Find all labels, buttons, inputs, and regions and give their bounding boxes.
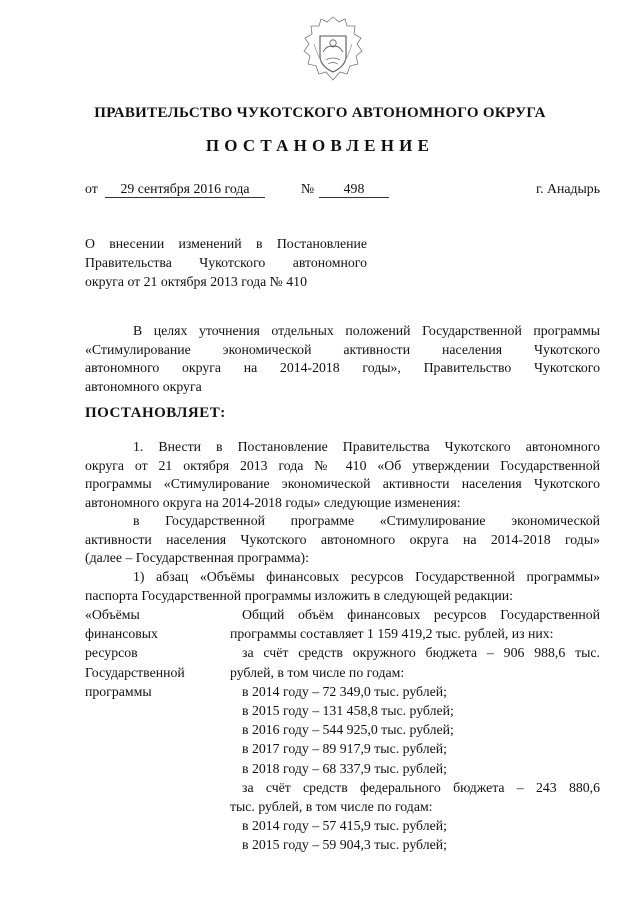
city-name: г. Анадырь [536,181,600,196]
subject-line: Правительства Чукотского автономного [85,255,367,270]
text-line: автономного округа на 2014-2018 годы» следующие изменения: [85,494,461,510]
text-line: автономного округа на 2014-2018 годы», Правительство Чукотского [85,360,600,375]
value-line: рублей, в том числе по годам: [230,664,405,680]
item-1-1-paragraph [85,568,600,605]
decree-number: 498 [319,181,389,198]
decree-meta-row [85,181,600,199]
label-line: «Объёмы [85,607,140,622]
value-line: за счёт средств окружного бюджета – 906 988,6 тыс. [242,645,600,661]
label-line: Государственной [85,664,185,680]
government-title: ПРАВИТЕЛЬСТВО ЧУКОТСКОГО АВТОНОМНОГО ОКРУГА [94,105,546,121]
decree-subject [85,234,367,291]
text-line: активности населения Чукотского автономного округа на 2014-2018 годы» [85,531,600,547]
preamble-paragraph [85,322,600,396]
item-1-paragraph [85,438,600,512]
value-line: в 2014 году – 57 415,9 тыс. рублей; [242,818,447,834]
text-line: 1) абзац «Объёмы финансовых ресурсов Государственной программы» [133,569,600,584]
value-line: в 2018 году – 68 337,9 тыс. рублей; [242,760,447,776]
resolve-heading: ПОСТАНОВЛЯЕТ: [85,405,226,421]
coat-of-arms-emblem-icon [300,14,366,86]
document-type-title: ПОСТАНОВЛЕНИЕ [205,136,435,155]
label-line: финансовых [85,626,158,642]
value-line: Общий объём финансовых ресурсов Государственной [242,607,600,622]
subject-line: О внесении изменений в Постановление [85,236,367,251]
passport-table-value-cell [230,605,600,855]
value-line: в 2017 году – 89 917,9 тыс. рублей; [242,741,447,757]
text-line: в Государственной программе «Стимулирование экономической [133,513,600,528]
text-line: «Стимулирование экономической активности населения Чукотского [85,341,600,357]
item-1-sub-paragraph [85,512,600,568]
text-line: паспорта Государственной программы изложить в следующей редакции: [85,587,514,603]
decree-date: 29 сентября 2016 года [105,181,265,198]
value-line: в 2015 году – 131 458,8 тыс. рублей; [242,703,454,719]
label-line: ресурсов [85,645,138,661]
value-line: тыс. рублей, в том числе по годам: [230,799,433,815]
date-prefix: от [85,181,98,196]
value-line: в 2016 году – 544 925,0 тыс. рублей; [242,722,454,738]
text-line: (далее – Государственная программа): [85,550,309,565]
value-line: в 2015 году – 59 904,3 тыс. рублей; [242,837,447,853]
value-line: за счёт средств федерального бюджета – 243 880,6 [242,779,600,795]
value-line: в 2014 году – 72 349,0 тыс. рублей; [242,683,447,699]
value-line: программы составляет 1 159 419,2 тыс. рублей, из них: [230,626,554,642]
subject-line: округа от 21 октября 2013 года № 410 [85,274,307,289]
text-line: 1. Внести в Постановление Правительства Чукотского автономного [133,439,600,454]
passport-table-label-cell [85,605,225,701]
text-line: округа от 21 октября 2013 года № 410 «Об утверждении Государственной [85,457,600,473]
text-line: В целях уточнения отдельных положений Государственной программы [133,323,600,338]
number-label: № [301,181,315,196]
text-line: программы «Стимулирование экономической активности населения Чукотского [85,476,600,491]
label-line: программы [85,683,152,699]
text-line: автономного округа [85,378,202,394]
